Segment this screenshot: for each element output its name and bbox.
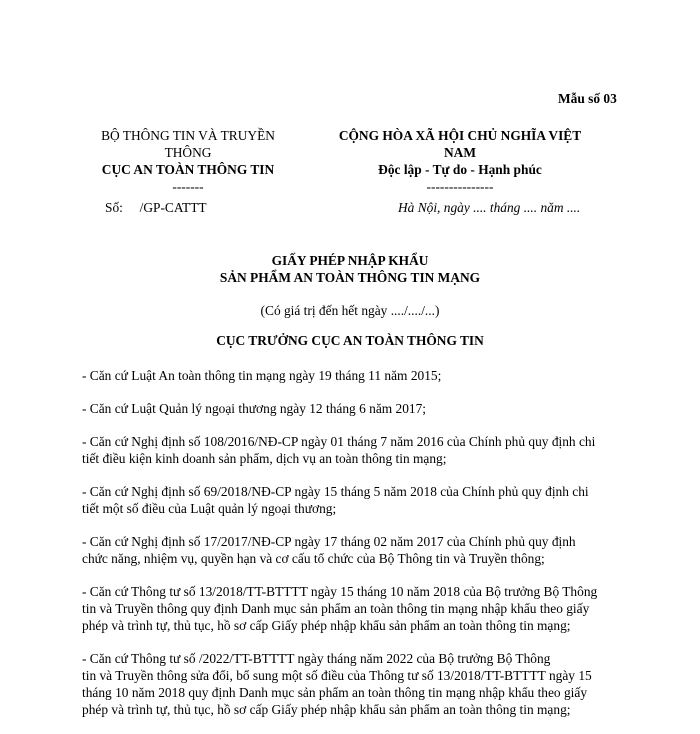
legal-basis-item: [82, 400, 622, 417]
legal-basis-item: [82, 583, 622, 634]
national-title-block: [300, 127, 620, 195]
issuing-agency-block: [82, 127, 294, 195]
legal-basis-item: [82, 483, 622, 517]
legal-basis-line: chức năng, nhiệm vụ, quyền hạn và cơ cấu tổ chức của Bộ Thông tin và Truyền thông;: [82, 551, 545, 566]
legal-basis-line: - Căn cứ Nghị định số 69/2018/NĐ-CP ngày 15 tháng 5 năm 2018 của Chính phủ quy định chi: [82, 484, 589, 499]
legal-basis-line: tiết điều kiện kinh doanh sản phẩm, dịch vụ an toàn thông tin mạng;: [82, 451, 447, 466]
form-code: Mẫu số 03: [558, 91, 617, 106]
signing-authority: CỤC TRƯỞNG CỤC AN TOÀN THÔNG TIN: [216, 333, 484, 348]
document-title-line1: GIẤY PHÉP NHẬP KHẨU: [271, 253, 429, 268]
agency-name: CỤC AN TOÀN THÔNG TIN: [101, 162, 275, 177]
validity-note: (Có giá trị đến hết ngày ..../..../...): [260, 303, 440, 318]
ministry-name-line1: BỘ THÔNG TIN VÀ TRUYỀN: [101, 128, 275, 143]
legal-basis-line: tiết một số điều của Luật quản lý ngoại thương;: [82, 501, 337, 516]
legal-basis-line: phép và trình tự, thủ tục, hồ sơ cấp Giấy phép nhập khẩu sản phẩm an toàn thông tin mạng;: [82, 702, 571, 717]
ministry-name-line2: THÔNG: [164, 145, 212, 160]
legal-basis-line: tin và Truyền thông sửa đổi, bổ sung một số điều của Thông tư số 13/2018/TT-BTTTT ngày 15: [82, 668, 592, 683]
country-name-line1: CỘNG HÒA XÃ HỘI CHỦ NGHĨA VIỆT: [338, 128, 582, 143]
right-separator: ---------------: [426, 179, 494, 194]
legal-basis-item: [82, 650, 622, 718]
place-and-date: Hà Nội, ngày .... tháng .... năm ....: [398, 200, 581, 215]
legal-basis-item: [82, 533, 622, 567]
legal-basis-line: - Căn cứ Thông tư số /2022/TT-BTTTT ngày tháng năm 2022 của Bộ trưởng Bộ Thông: [82, 651, 551, 666]
legal-basis-item: [82, 367, 622, 384]
legal-basis-item: [82, 433, 622, 467]
legal-basis-line: - Căn cứ Nghị định số 108/2016/NĐ-CP ngày 01 tháng 7 năm 2016 của Chính phủ quy định chi: [82, 434, 596, 449]
legal-basis-line: - Căn cứ Luật An toàn thông tin mạng ngày 19 tháng 11 năm 2015;: [82, 368, 442, 383]
legal-bases-list: [82, 367, 622, 734]
national-motto: Độc lập - Tự do - Hạnh phúc: [378, 162, 542, 177]
document-title-line2: SẢN PHẨM AN TOÀN THÔNG TIN MẠNG: [219, 270, 481, 285]
legal-basis-line: tin và Truyền thông quy định Danh mục sản phẩm an toàn thông tin mạng nhập khẩu theo giấy: [82, 601, 590, 616]
document-number: Số: /GP-CATTT: [105, 200, 207, 215]
legal-basis-line: phép và trình tự, thủ tục, hồ sơ cấp Giấy phép nhập khẩu sản phẩm an toàn thông tin mạng;: [82, 618, 571, 633]
left-separator: -------: [172, 179, 204, 194]
legal-basis-line: - Căn cứ Luật Quản lý ngoại thương ngày 12 tháng 6 năm 2017;: [82, 401, 427, 416]
legal-basis-line: - Căn cứ Nghị định số 17/2017/NĐ-CP ngày 17 tháng 02 năm 2017 của Chính phủ quy định: [82, 534, 576, 549]
legal-basis-line: tháng 10 năm 2018 quy định Danh mục sản phẩm an toàn thông tin mạng nhập khẩu theo giấy: [82, 685, 588, 700]
country-name-line2: NAM: [444, 145, 476, 160]
legal-basis-line: - Căn cứ Thông tư số 13/2018/TT-BTTTT ngày 15 tháng 10 năm 2018 của Bộ trưởng Bộ Thông: [82, 584, 598, 599]
document-title: [0, 252, 700, 286]
